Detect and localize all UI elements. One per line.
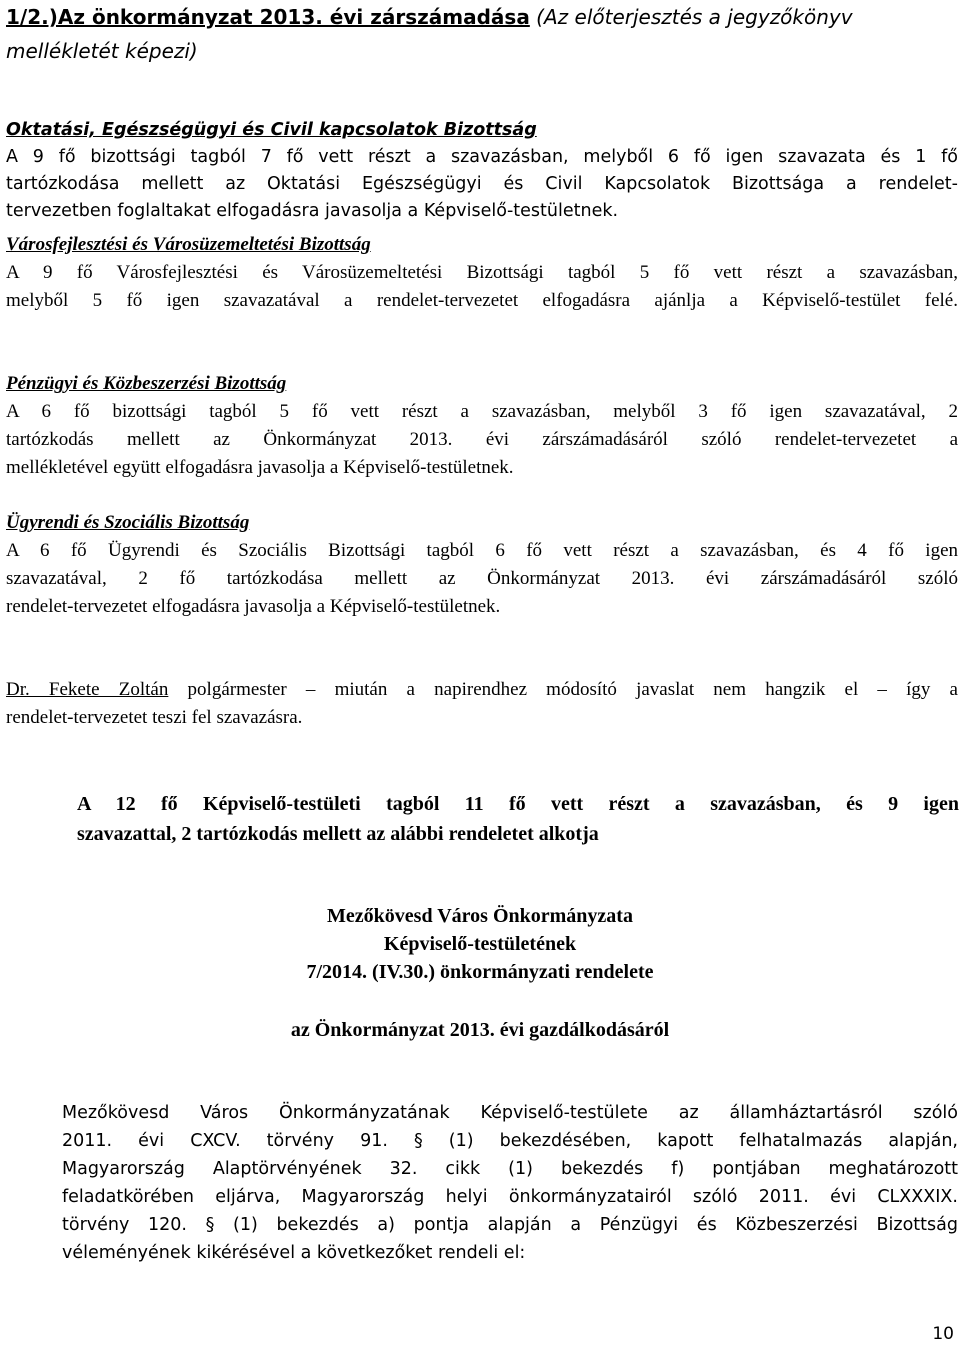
mayor-name: Dr. Fekete Zoltán bbox=[6, 679, 169, 700]
decree-line3: 7/2014. (IV.30.) önkormányzati rendelete bbox=[306, 961, 654, 983]
decree-title bbox=[0, 902, 960, 986]
committee-title: Ügyrendi és Szociális Bizottság bbox=[6, 512, 250, 533]
committee-text-line: A 6 fő Ügyrendi és Szociális Bizottsági tagból 6 fő vett részt a szavazásban, és 4 fő igen bbox=[6, 540, 958, 561]
decree-line2: Képviselő-testületének bbox=[383, 933, 577, 955]
committee-text-line: tartózkodása mellett az Oktatási Egészségügyi és Civil Kapcsolatok Bizottsága a rendelet- bbox=[6, 174, 958, 194]
committee-title: Pénzügyi és Közbeszerzési Bizottság bbox=[6, 373, 287, 394]
mayor-text-line2: rendelet-tervezetet teszi fel szavazásra. bbox=[6, 707, 303, 728]
preamble-line: feladatkörében eljárva, Magyarország helyi önkormányzatairól szóló 2011. évi CLXXXIX. bbox=[62, 1187, 958, 1207]
preamble-line: Mezőkövesd Város Önkormányzatának Képviselő-testülete az államháztartásról szóló bbox=[62, 1103, 958, 1123]
decree-preamble bbox=[62, 1099, 958, 1267]
committee-text-line: A 9 fő Városfejlesztési és Városüzemeltetési Bizottsági tagból 5 fő vett részt a szavazásban, bbox=[6, 262, 958, 283]
preamble-line: 2011. évi CXCV. törvény 91. § (1) bekezdésében, kapott felhatalmazás alapján, bbox=[62, 1131, 958, 1151]
committee-text-line: tartózkodás mellett az Önkormányzat 2013. évi zárszámadásáról szóló rendelet-tervezetet a bbox=[6, 429, 958, 450]
committee-title: Oktatási, Egészségügyi és Civil kapcsolatok Bizottság bbox=[6, 120, 537, 140]
mayor-paragraph bbox=[6, 676, 958, 732]
page-number: 10 bbox=[932, 1324, 954, 1344]
decree-subtitle bbox=[0, 1016, 960, 1044]
committee-oktatasi bbox=[6, 117, 958, 225]
decree-subtitle-text: az Önkormányzat 2013. évi gazdálkodásáról bbox=[290, 1019, 670, 1041]
committee-text-line: mellékletével együtt elfogadásra javasolja a Képviselő-testületnek. bbox=[6, 457, 514, 478]
committee-title: Városfejlesztési és Városüzemeltetési Bizottság bbox=[6, 234, 371, 255]
council-vote bbox=[77, 789, 959, 849]
preamble-line: törvény 120. § (1) bekezdés a) pontja alapján a Pénzügyi és Közbeszerzési Bizottság bbox=[62, 1215, 958, 1235]
committee-varosfejlesztesi bbox=[6, 231, 958, 315]
committee-text-line: szavazatával, 2 fő tartózkodása mellett az Önkormányzat 2013. évi zárszámadásáról szóló bbox=[6, 568, 958, 589]
committee-text-line: tervezetben foglaltakat elfogadásra javasolja a Képviselő-testületnek. bbox=[6, 201, 619, 221]
decree-line1: Mezőkövesd Város Önkormányzata bbox=[327, 905, 633, 927]
committee-text-line: rendelet-tervezetet elfogadásra javasolja a Képviselő-testületnek. bbox=[6, 596, 501, 617]
agenda-heading bbox=[6, 0, 958, 68]
mayor-text-line1: polgármester – miután a napirendhez módosító javaslat nem hangzik el – így a bbox=[187, 679, 958, 700]
preamble-line: Magyarország Alaptörvényének 32. cikk (1) bekezdés f) pontjában meghatározott bbox=[62, 1159, 958, 1179]
preamble-line: véleményének kikérésével a következőket rendeli el: bbox=[62, 1243, 526, 1263]
committee-text-line: A 6 fő bizottsági tagból 5 fő vett részt a szavazásban, melyből 3 fő igen szavazatával, 2 bbox=[6, 401, 958, 422]
committee-text-line: melyből 5 fő igen szavazatával a rendelet-tervezetet elfogadásra ajánlja a Képviselő-testület felé. bbox=[6, 290, 958, 311]
committee-text-line: A 9 fő bizottsági tagból 7 fő vett részt a szavazásban, melyből 6 fő igen szavazata és 1 fő bbox=[6, 147, 958, 167]
committee-penzugyi bbox=[6, 370, 958, 482]
committee-ugyrendi bbox=[6, 509, 958, 621]
vote-line2: szavazattal, 2 tartózkodás mellett az alábbi rendeletet alkotja bbox=[77, 823, 599, 845]
agenda-note-line2: mellékletét képezi) bbox=[6, 39, 198, 63]
vote-line1: A 12 fő Képviselő-testületi tagból 11 fő vett részt a szavazásban, és 9 igen bbox=[77, 793, 959, 815]
agenda-note-line1: (Az előterjesztés a jegyzőkönyv bbox=[536, 5, 853, 29]
agenda-title: 1/2.)Az önkormányzat 2013. évi zárszámadása bbox=[6, 5, 530, 29]
